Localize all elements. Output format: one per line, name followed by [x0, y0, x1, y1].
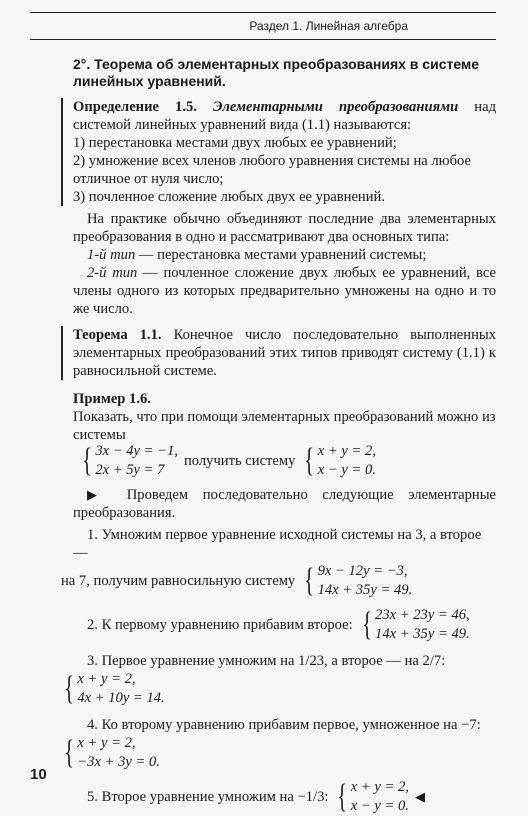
practice-paragraph: На практике обычно объединяют последние два элементарных преобразования в одно и рассматривают два основных типа:: [73, 211, 496, 245]
equation: x + y = 2,: [77, 735, 136, 751]
section-title: 2°. Теорема об элементарных преобразованиях в системе линейных уравнений.: [73, 56, 480, 89]
solution-step: 1. Умножим первое уравнение исходной системы на 3, а второе — на 7, получим равносильную систему { 9x − 12y = −3, 14x + 35y = 49.: [61, 527, 482, 599]
example-label: Пример 1.6.: [73, 391, 151, 407]
equation: 4x + 10y = 14.: [77, 690, 165, 706]
equation-system: { 9x − 12y = −3, 14x + 35y = 49.: [304, 562, 413, 599]
theorem-block: [61, 326, 496, 380]
definition-item: 1) перестановка местами двух любых ее уравнений;: [73, 135, 397, 151]
type-label: 1-й тип: [87, 247, 136, 263]
definition-label: Определение 1.5.: [73, 99, 197, 115]
running-header: [30, 12, 496, 40]
equation-system-source: { 3x − 4y = −1, 2x + 5y = 7: [82, 442, 178, 479]
equation-system: { x + y = 2, −3x + 3y = 0.: [64, 734, 160, 771]
equation: 14x + 35y = 49.: [375, 626, 470, 642]
type-label: 2-й тип: [87, 265, 138, 281]
solution-step: 5. Второе уравнение умножим на −1/3: { x + y = 2, x − y = 0. ◀: [87, 778, 425, 815]
equation-system: { 23x + 23y = 46, 14x + 35y = 49.: [361, 606, 470, 643]
equation-system-target: { x + y = 2, x − y = 0.: [304, 442, 376, 479]
equation: 9x − 12y = −3,: [317, 563, 408, 579]
page-content: [61, 56, 497, 816]
definition-text: над системой линейных уравнений вида (1.1) называются:: [73, 99, 496, 133]
example-text: Показать, что при помощи элементарных преобразований можно из системы: [73, 409, 496, 443]
solution-step: 3. Первое уравнение умножим на 1/23, а второе — на 2/7: { x + y = 2, 4x + 10y = 14.: [73, 652, 496, 708]
equation: −3x + 3y = 0.: [77, 754, 160, 770]
equation: 23x + 23y = 46,: [375, 607, 470, 623]
equation: x + y = 2,: [77, 671, 136, 687]
definition-block: [61, 98, 496, 206]
equation: x − y = 0.: [350, 798, 409, 814]
equation: x + y = 2,: [317, 443, 376, 459]
equation-system: { x + y = 2, 4x + 10y = 14.: [64, 670, 165, 707]
definition-item: 3) почленное сложение любых двух ее уравнений.: [73, 189, 386, 205]
solution-step: 4. Ко второму уравнению прибавим первое, умноженное на −7: { x + y = 2, −3x + 3y = 0.: [73, 716, 496, 772]
type-text: — почленное сложение двух любых ее уравнений, все члены одного из которых предварительно умножены на одно и то же число.: [73, 265, 496, 317]
equation: x + y = 2,: [350, 779, 409, 795]
type-text: — перестановка местами уравнений системы;: [138, 247, 427, 263]
header-title: Раздел 1. Линейная алгебра: [249, 19, 408, 33]
solution-intro: ▶ Проведем последовательно следующие элементарные преобразования.: [73, 487, 497, 521]
theorem-text: Конечное число последовательно выполненных элементарных преобразований этих типов приводят систему (1.1) к равносильной системе.: [73, 327, 496, 379]
example-block: [73, 390, 496, 480]
equation-system: { x + y = 2, x − y = 0.: [337, 778, 409, 815]
example-text: получить систему: [183, 453, 296, 469]
solution-step: 2. К первому уравнению прибавим второе: { 23x + 23y = 46, 14x + 35y = 49.: [87, 606, 470, 643]
equation: 2x + 5y = 7: [95, 462, 165, 478]
solution-end-marker: ◀: [414, 789, 425, 804]
equation: x − y = 0.: [317, 462, 376, 478]
solution-start-marker: ▶: [87, 487, 109, 502]
theorem-label: Теорема 1.1.: [73, 327, 162, 343]
equation: 3x − 4y = −1,: [95, 443, 178, 459]
page-number: 10: [30, 766, 47, 783]
definition-term: Элементарными преобразованиями: [213, 99, 459, 115]
equation: 14x + 35y = 49.: [317, 582, 413, 598]
definition-item: 2) умножение всех членов любого уравнения системы на любое отличное от нуля число;: [73, 153, 471, 187]
